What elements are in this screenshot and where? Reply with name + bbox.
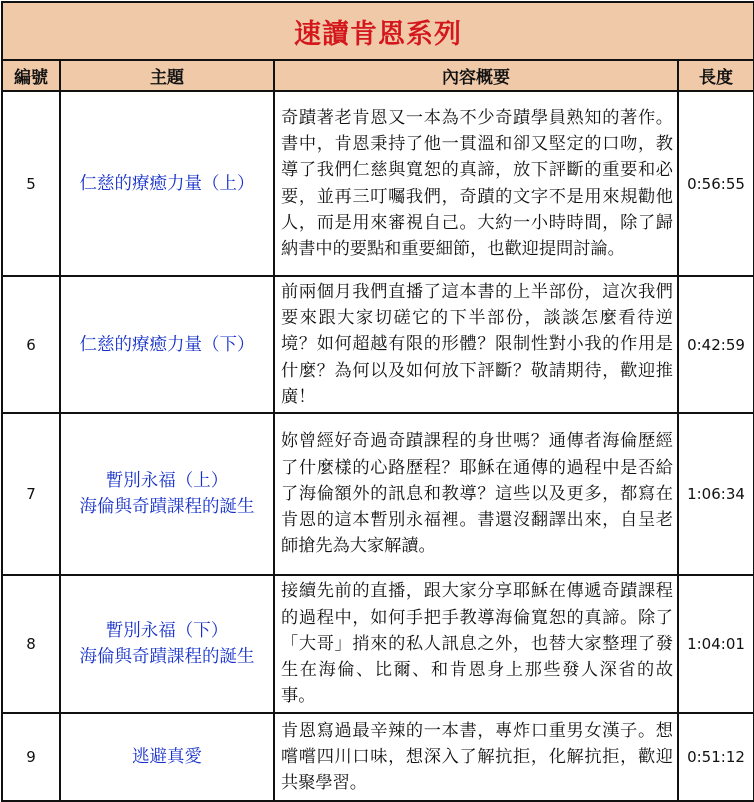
row-duration: 1:04:01 (678, 575, 754, 713)
topic-title[interactable]: 暫別永福（上） (105, 471, 229, 491)
topic-title[interactable]: 逃避真愛 (132, 747, 202, 767)
topic-title[interactable]: 仁慈的療癒力量（下） (79, 334, 255, 355)
topic-title[interactable]: 仁慈的療癒力量（上） (79, 173, 255, 194)
row-duration: 0:42:59 (678, 276, 754, 413)
table-title: 速讀肯恩系列 (2, 2, 754, 60)
header-duration: 長度 (678, 60, 754, 91)
table-row (2, 91, 754, 276)
row-summary: 奇蹟著老肯恩又一本為不少奇蹟學員熟知的著作。書中，肯恩秉持了他一貫溫和卻又堅定的口吻，教導了我們仁慈與寬恕的真諦，放下評斷的重要和必要，並再三叮囑我們，奇蹟的文字不是用來規勸他人，而是用來審視自己。大約一小時時間，除了歸納書中的要點和重要細節，也歡迎提問討論。 (274, 91, 678, 276)
row-duration: 0:51:12 (678, 713, 754, 801)
series-table-container (1, 1, 753, 802)
row-num: 9 (2, 713, 60, 801)
header-summary: 內容概要 (274, 60, 678, 91)
row-summary: 妳曾經好奇過奇蹟課程的身世嗎？通傳者海倫歷經了什麼樣的心路歷程？耶穌在通傳的過程中是否給了海倫額外的訊息和教導？這些以及更多，都寫在肯恩的這本暫別永福裡。書還沒翻譯出來，自呈老師搶先為大家解讀。 (274, 413, 678, 575)
row-topic[interactable] (60, 413, 274, 575)
row-duration: 0:56:55 (678, 91, 754, 276)
row-duration: 1:06:34 (678, 413, 754, 575)
table-row (2, 276, 754, 413)
header-topic: 主題 (60, 60, 274, 91)
series-table (1, 1, 754, 802)
header-num: 編號 (2, 60, 60, 91)
row-topic[interactable] (60, 713, 274, 801)
row-summary: 接續先前的直播，跟大家分享耶穌在傳遞奇蹟課程的過程中，如何手把手教導海倫寬恕的真諦。除了「大哥」捎來的私人訊息之外，也替大家整理了發生在海倫、比爾、和肯恩身上那些發人深省的故事。 (274, 575, 678, 713)
topic-subtitle[interactable]: 海倫與奇蹟課程的誕生 (79, 647, 255, 667)
topic-subtitle[interactable]: 海倫與奇蹟課程的誕生 (79, 497, 255, 517)
row-topic[interactable] (60, 276, 274, 413)
table-row (2, 713, 754, 801)
table-row (2, 413, 754, 575)
topic-title[interactable]: 暫別永福（下） (105, 621, 229, 641)
row-summary: 前兩個月我們直播了這本書的上半部份，這次我們要來跟大家切磋它的下半部份，談談怎麼看待逆境？如何超越有限的形體？限制性對小我的作用是什麼？為何以及如何放下評斷？敬請期待，歡迎推廣！ (274, 276, 678, 413)
row-num: 5 (2, 91, 60, 276)
row-num: 8 (2, 575, 60, 713)
row-num: 6 (2, 276, 60, 413)
row-num: 7 (2, 413, 60, 575)
row-summary: 肯恩寫過最辛辣的一本書，專炸口重男女漢子。想嚐嚐四川口味，想深入了解抗拒，化解抗拒，歡迎共聚學習。 (274, 713, 678, 801)
header-row (2, 60, 754, 91)
row-topic[interactable] (60, 575, 274, 713)
row-topic[interactable] (60, 91, 274, 276)
table-row (2, 575, 754, 713)
